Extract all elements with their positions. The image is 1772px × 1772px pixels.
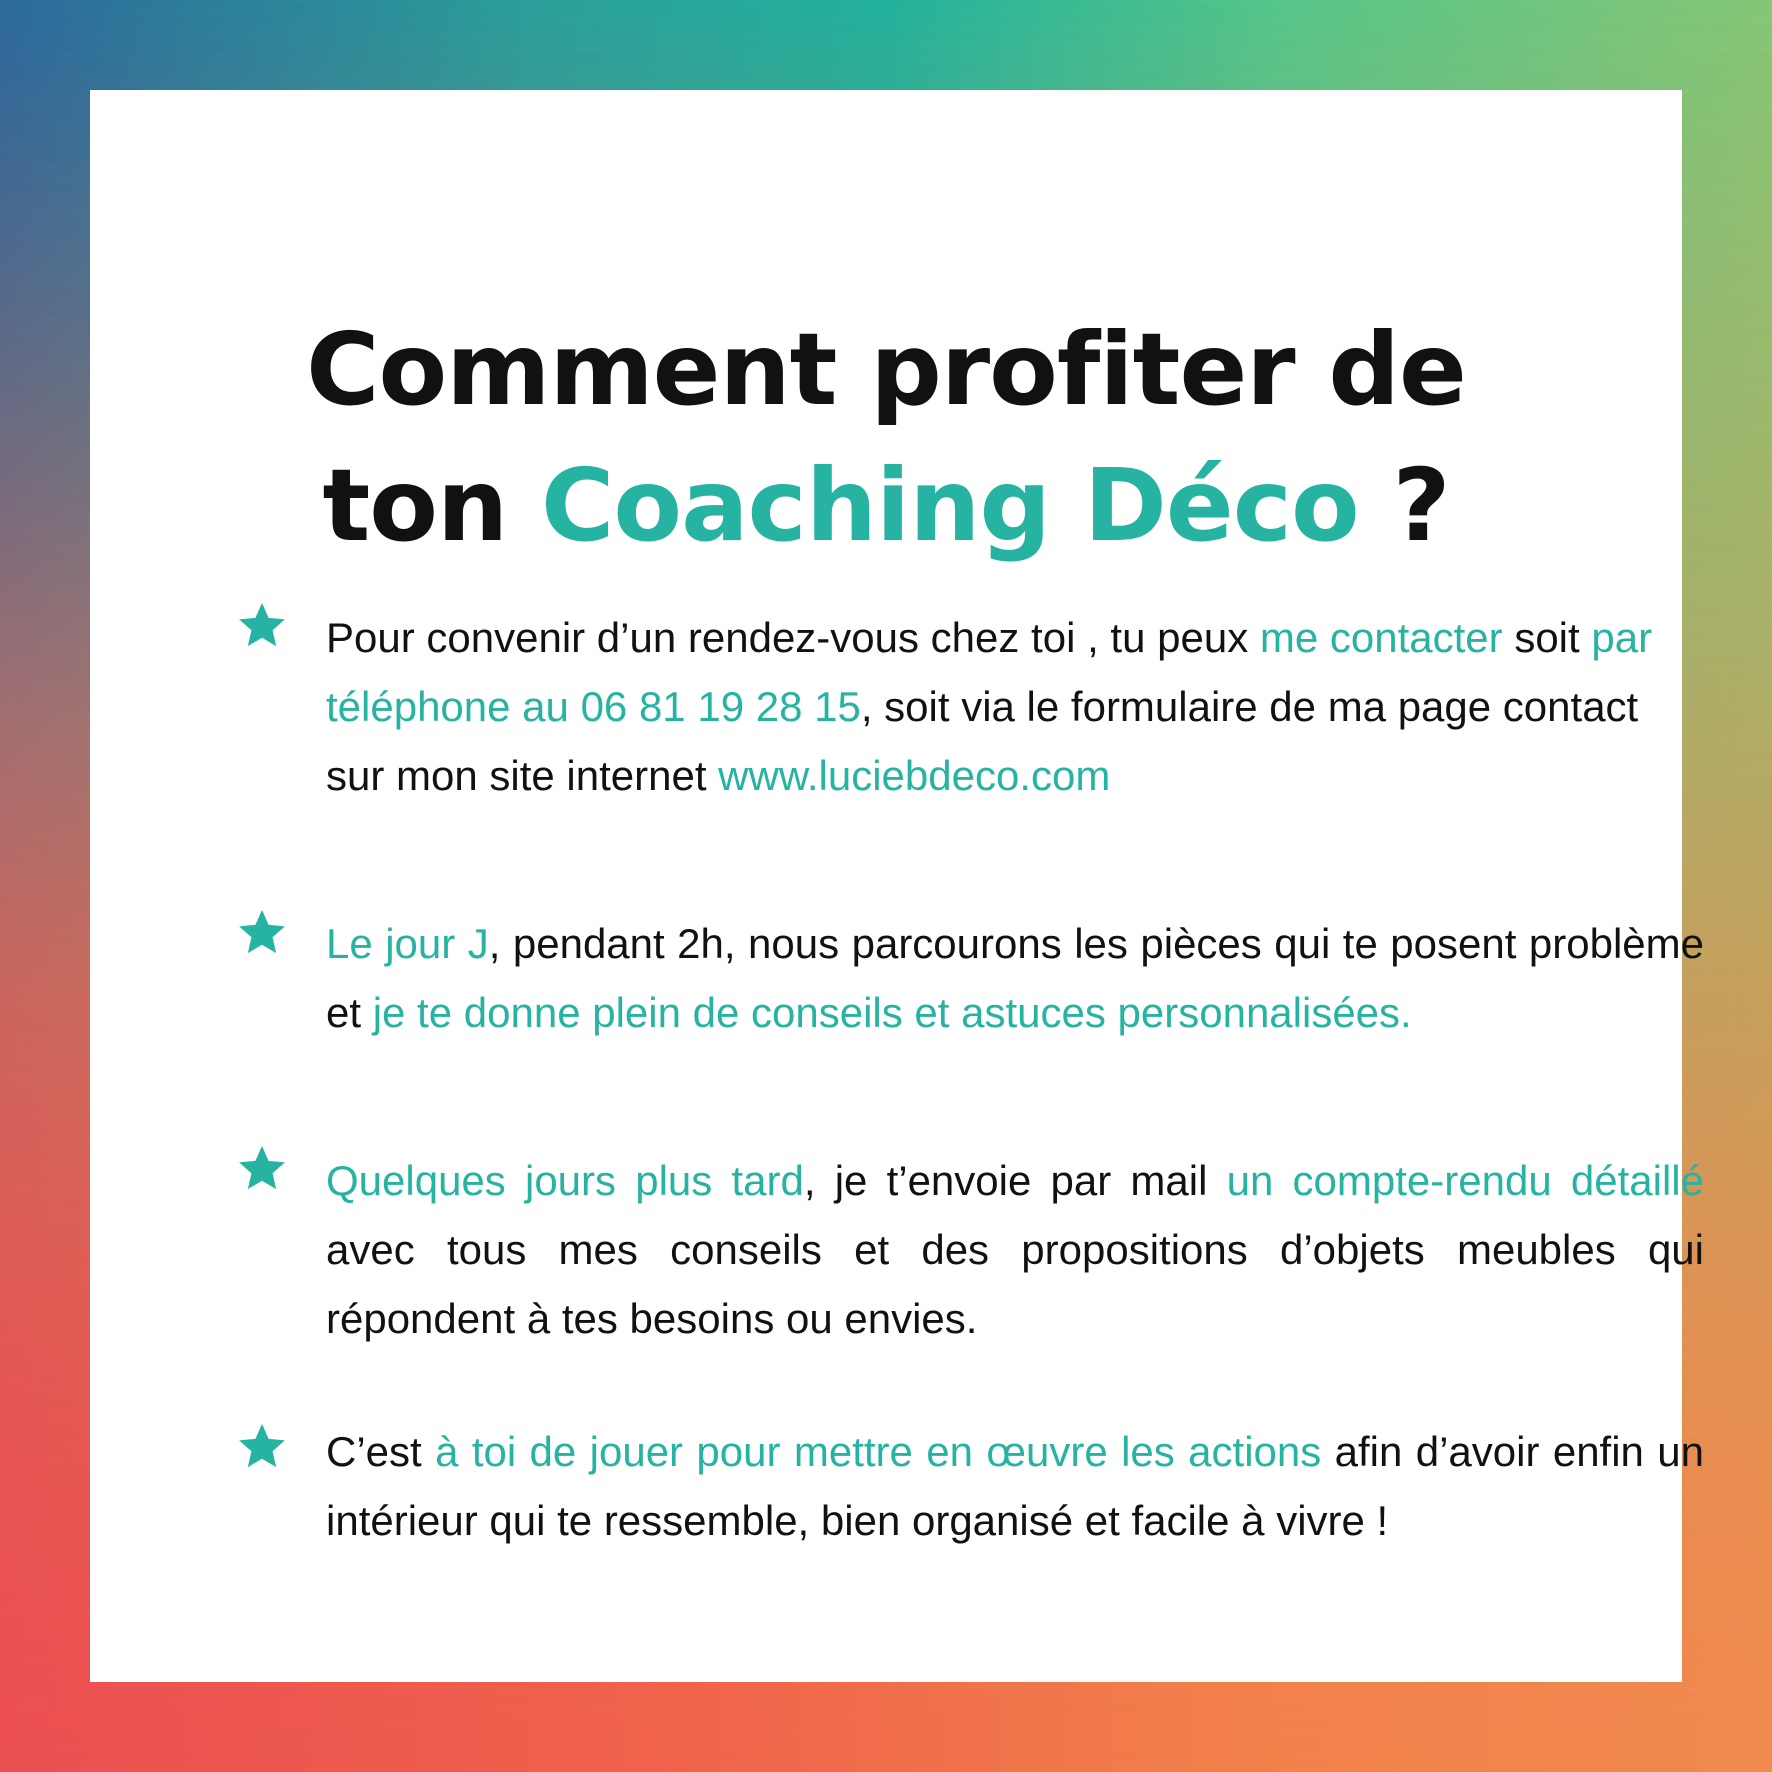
- title-accent: Coaching Déco: [540, 447, 1359, 564]
- title-line-2-prefix: ton: [322, 447, 508, 564]
- star-icon: [236, 1420, 288, 1472]
- title-line-1: Comment profiter de: [306, 311, 1466, 428]
- list-item-text: Le jour J, pendant 2h, nous parcourons les pièces qui te posent problème et je te donne plein de conseils et astuces personnalisées.: [326, 920, 1704, 1036]
- phone-link[interactable]: par téléphone au 06 81 19 28 15: [326, 614, 1653, 730]
- list-item-text: Quelques jours plus tard, je t’envoie par mail un compte-rendu détaillé avec tous mes conseils et des propositions d’objets meubles qui répondent à tes besoins ou envies.: [326, 1157, 1704, 1342]
- star-icon: [236, 906, 288, 958]
- title-line-2-suffix: ?: [1392, 447, 1450, 564]
- content-card: [90, 90, 1705, 1682]
- star-icon: [236, 1142, 288, 1194]
- list-item-text: Pour convenir d’un rendez-vous chez toi , tu peux me contacter soit par téléphone au 06 81 19 28 15, soit via le formulaire de ma page contact sur mon site internet www.luciebdeco.com: [326, 614, 1653, 799]
- contact-link[interactable]: me contacter: [1259, 614, 1503, 661]
- list-item-text: C’est à toi de jouer pour mettre en œuvre les actions afin d’avoir enfin un intérieur qui te ressemble, bien organisé et facile à vivre !: [326, 1428, 1705, 1544]
- page-title: [90, 302, 1682, 574]
- website-link[interactable]: www.luciebdeco.com: [718, 752, 1111, 799]
- star-icon: [236, 599, 288, 651]
